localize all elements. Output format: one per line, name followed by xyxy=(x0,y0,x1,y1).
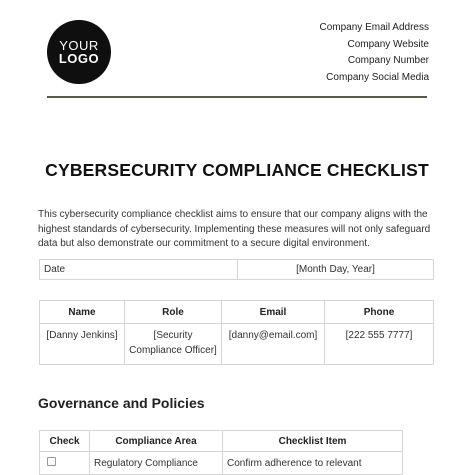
contact-name[interactable]: [Danny Jenkins] xyxy=(40,324,125,365)
header-phone: Phone xyxy=(325,301,434,324)
header-checklist-item: Checklist Item xyxy=(223,431,403,452)
header-compliance-area: Compliance Area xyxy=(90,431,223,452)
contact-header-row xyxy=(40,301,434,324)
checklist-header-row xyxy=(40,431,403,452)
header-divider xyxy=(47,96,427,98)
company-website: Company Website xyxy=(347,38,429,50)
date-table xyxy=(39,259,434,280)
table-row xyxy=(40,452,403,475)
header-check: Check xyxy=(40,431,90,452)
company-number: Company Number xyxy=(347,55,429,66)
contact-table xyxy=(39,300,434,365)
logo-line-1: YOUR xyxy=(59,38,99,53)
section-title: Governance and Policies xyxy=(38,395,205,411)
company-social-media: Company Social Media xyxy=(326,71,429,83)
intro-paragraph: This cybersecurity compliance checklist aims to ensure that our company aligns with the highest standards of cybersecurity. Implementing these measures will not only safeguard data but also demonstrate our commitment to a secure digital environment. xyxy=(38,209,431,249)
document-title: CYBERSECURITY COMPLIANCE CHECKLIST xyxy=(45,160,429,180)
date-value[interactable]: [Month Day, Year] xyxy=(238,260,434,280)
checklist-table xyxy=(39,430,403,475)
checkbox[interactable] xyxy=(47,457,56,466)
company-info xyxy=(320,20,430,86)
company-logo xyxy=(47,20,111,84)
contact-role[interactable]: [Security Compliance Officer] xyxy=(125,324,222,365)
logo-line-2: LOGO xyxy=(58,51,100,66)
contact-email[interactable]: [danny@email.com] xyxy=(222,324,325,365)
date-label: Date xyxy=(40,260,238,280)
contact-row xyxy=(40,324,434,365)
date-row xyxy=(40,260,434,280)
compliance-area: Regulatory Compliance xyxy=(90,452,223,475)
contact-phone[interactable]: [222 555 7777] xyxy=(325,324,434,365)
header-role: Role xyxy=(125,301,222,324)
checklist-item: Confirm adherence to relevant xyxy=(223,452,403,475)
company-email: Company Email Address xyxy=(319,22,429,33)
check-cell xyxy=(40,452,90,475)
header-email: Email xyxy=(222,301,325,324)
header-name: Name xyxy=(40,301,125,324)
